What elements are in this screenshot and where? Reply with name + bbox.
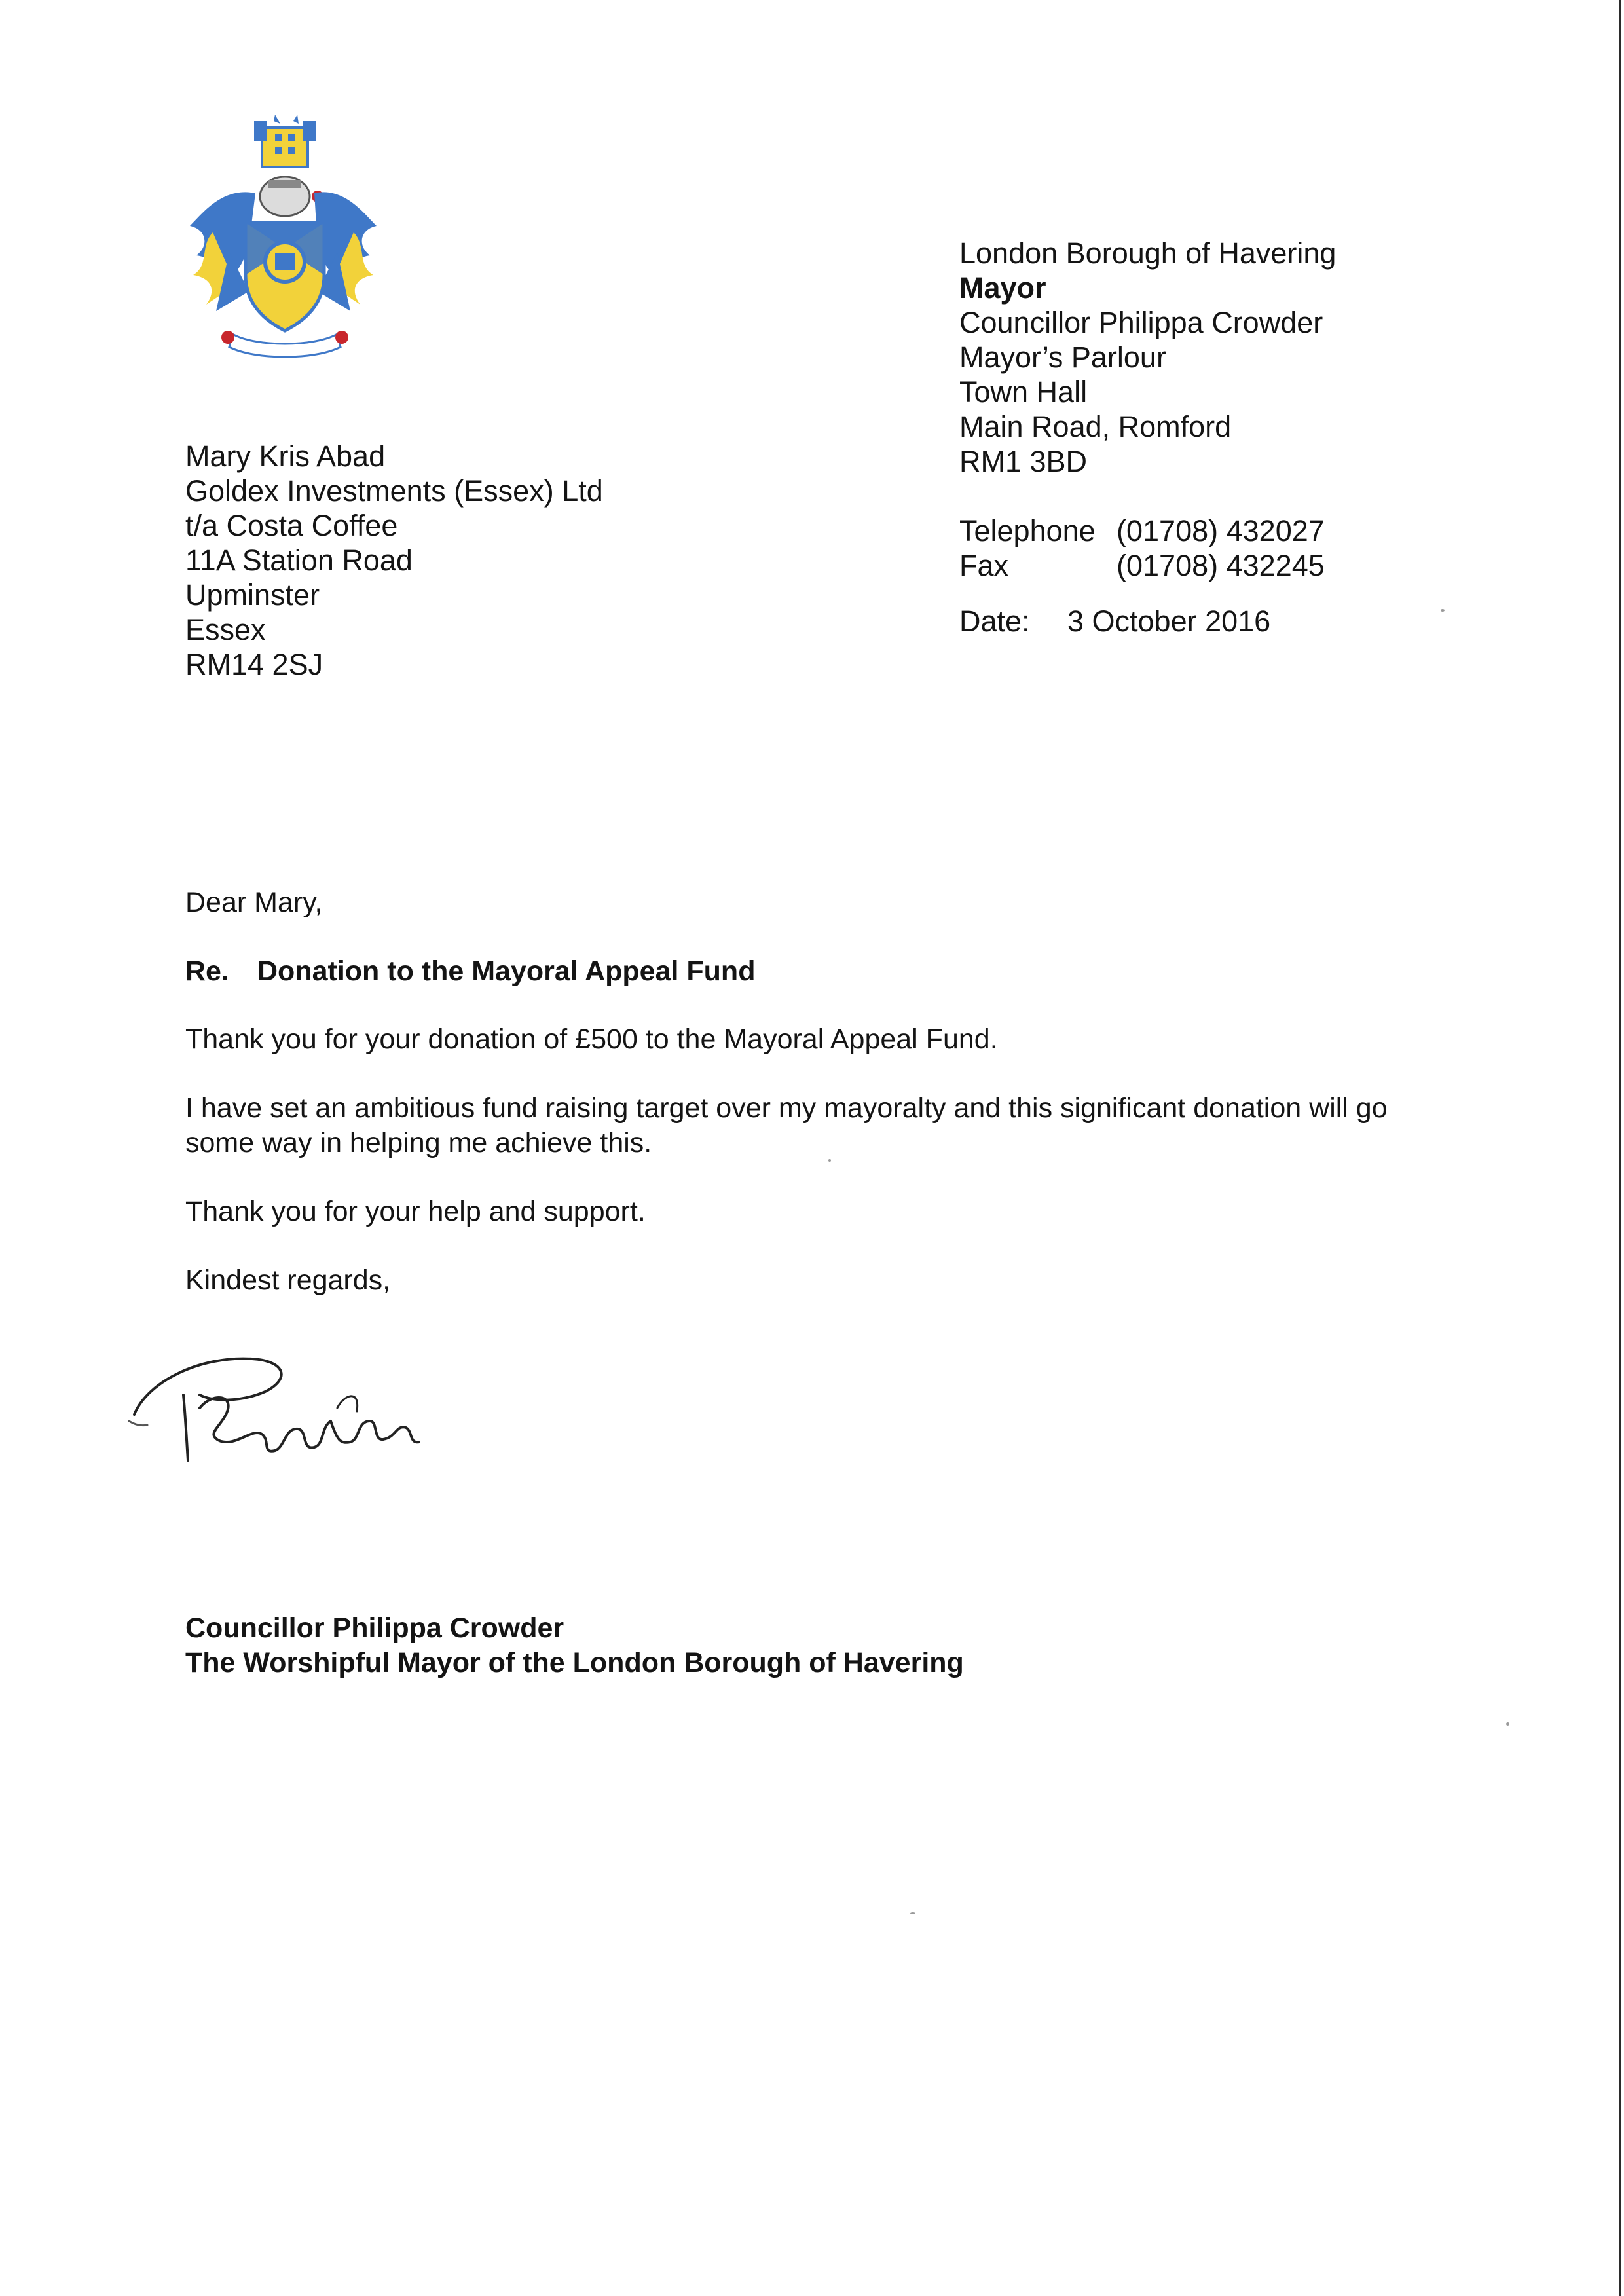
- recipient-name: Mary Kris Abad: [185, 439, 386, 473]
- letter-date: 3 October 2016: [1067, 604, 1271, 638]
- telephone-row: [959, 513, 1336, 548]
- fax-row: [959, 548, 1336, 583]
- fax-label: Fax: [959, 549, 1009, 582]
- spacer: [959, 479, 1336, 513]
- recipient-trading-as: t/a Costa Coffee: [185, 509, 398, 542]
- recipient-town: Upminster: [185, 578, 320, 612]
- signature-block: [185, 1611, 964, 1680]
- signatory-name: Councillor Philippa Crowder: [185, 1612, 564, 1644]
- paragraph: Thank you for your donation of £500 to the Mayoral Appeal Fund.: [185, 1024, 998, 1055]
- subject-line: [185, 954, 1430, 989]
- sender-name: Councillor Philippa Crowder: [959, 306, 1323, 339]
- recipient-address-block: [185, 439, 603, 682]
- closing: Kindest regards,: [185, 1265, 391, 1296]
- recipient-postcode: RM14 2SJ: [185, 648, 323, 681]
- signatory-title: The Worshipful Mayor of the London Borough of Havering: [185, 1647, 964, 1678]
- sender-address-block: [959, 236, 1336, 639]
- date-row: [959, 604, 1336, 639]
- date-label: Date:: [959, 604, 1030, 638]
- sender-street: Main Road, Romford: [959, 410, 1232, 443]
- coat-of-arms-crest: [177, 115, 386, 363]
- scan-speck: [828, 1159, 831, 1162]
- paragraph: Thank you for your help and support.: [185, 1196, 646, 1227]
- recipient-county: Essex: [185, 613, 266, 646]
- subject-text: Donation to the Mayoral Appeal Fund: [257, 955, 756, 987]
- telephone-label: Telephone: [959, 514, 1096, 547]
- recipient-company: Goldex Investments (Essex) Ltd: [185, 474, 603, 508]
- letter-body: [185, 885, 1430, 1298]
- sender-organisation: London Borough of Havering: [959, 236, 1337, 270]
- scan-speck: [1506, 1722, 1509, 1726]
- sender-building: Town Hall: [959, 375, 1088, 409]
- paragraph: I have set an ambitious fund raising target over my mayoralty and this significant donation will go some way in helping me achieve this.: [185, 1092, 1388, 1158]
- sender-postcode: RM1 3BD: [959, 445, 1088, 478]
- sender-office: Mayor’s Parlour: [959, 341, 1166, 374]
- telephone-number: (01708) 432027: [1116, 514, 1325, 547]
- fax-number: (01708) 432245: [1116, 549, 1325, 582]
- subject-prefix: Re.: [185, 955, 229, 987]
- recipient-street: 11A Station Road: [185, 544, 413, 577]
- salutation: Dear Mary,: [185, 887, 323, 918]
- scan-speck: [1441, 609, 1445, 612]
- scan-speck: [910, 1912, 915, 1914]
- sender-role: Mayor: [959, 271, 1046, 305]
- handwritten-signature: [121, 1329, 462, 1480]
